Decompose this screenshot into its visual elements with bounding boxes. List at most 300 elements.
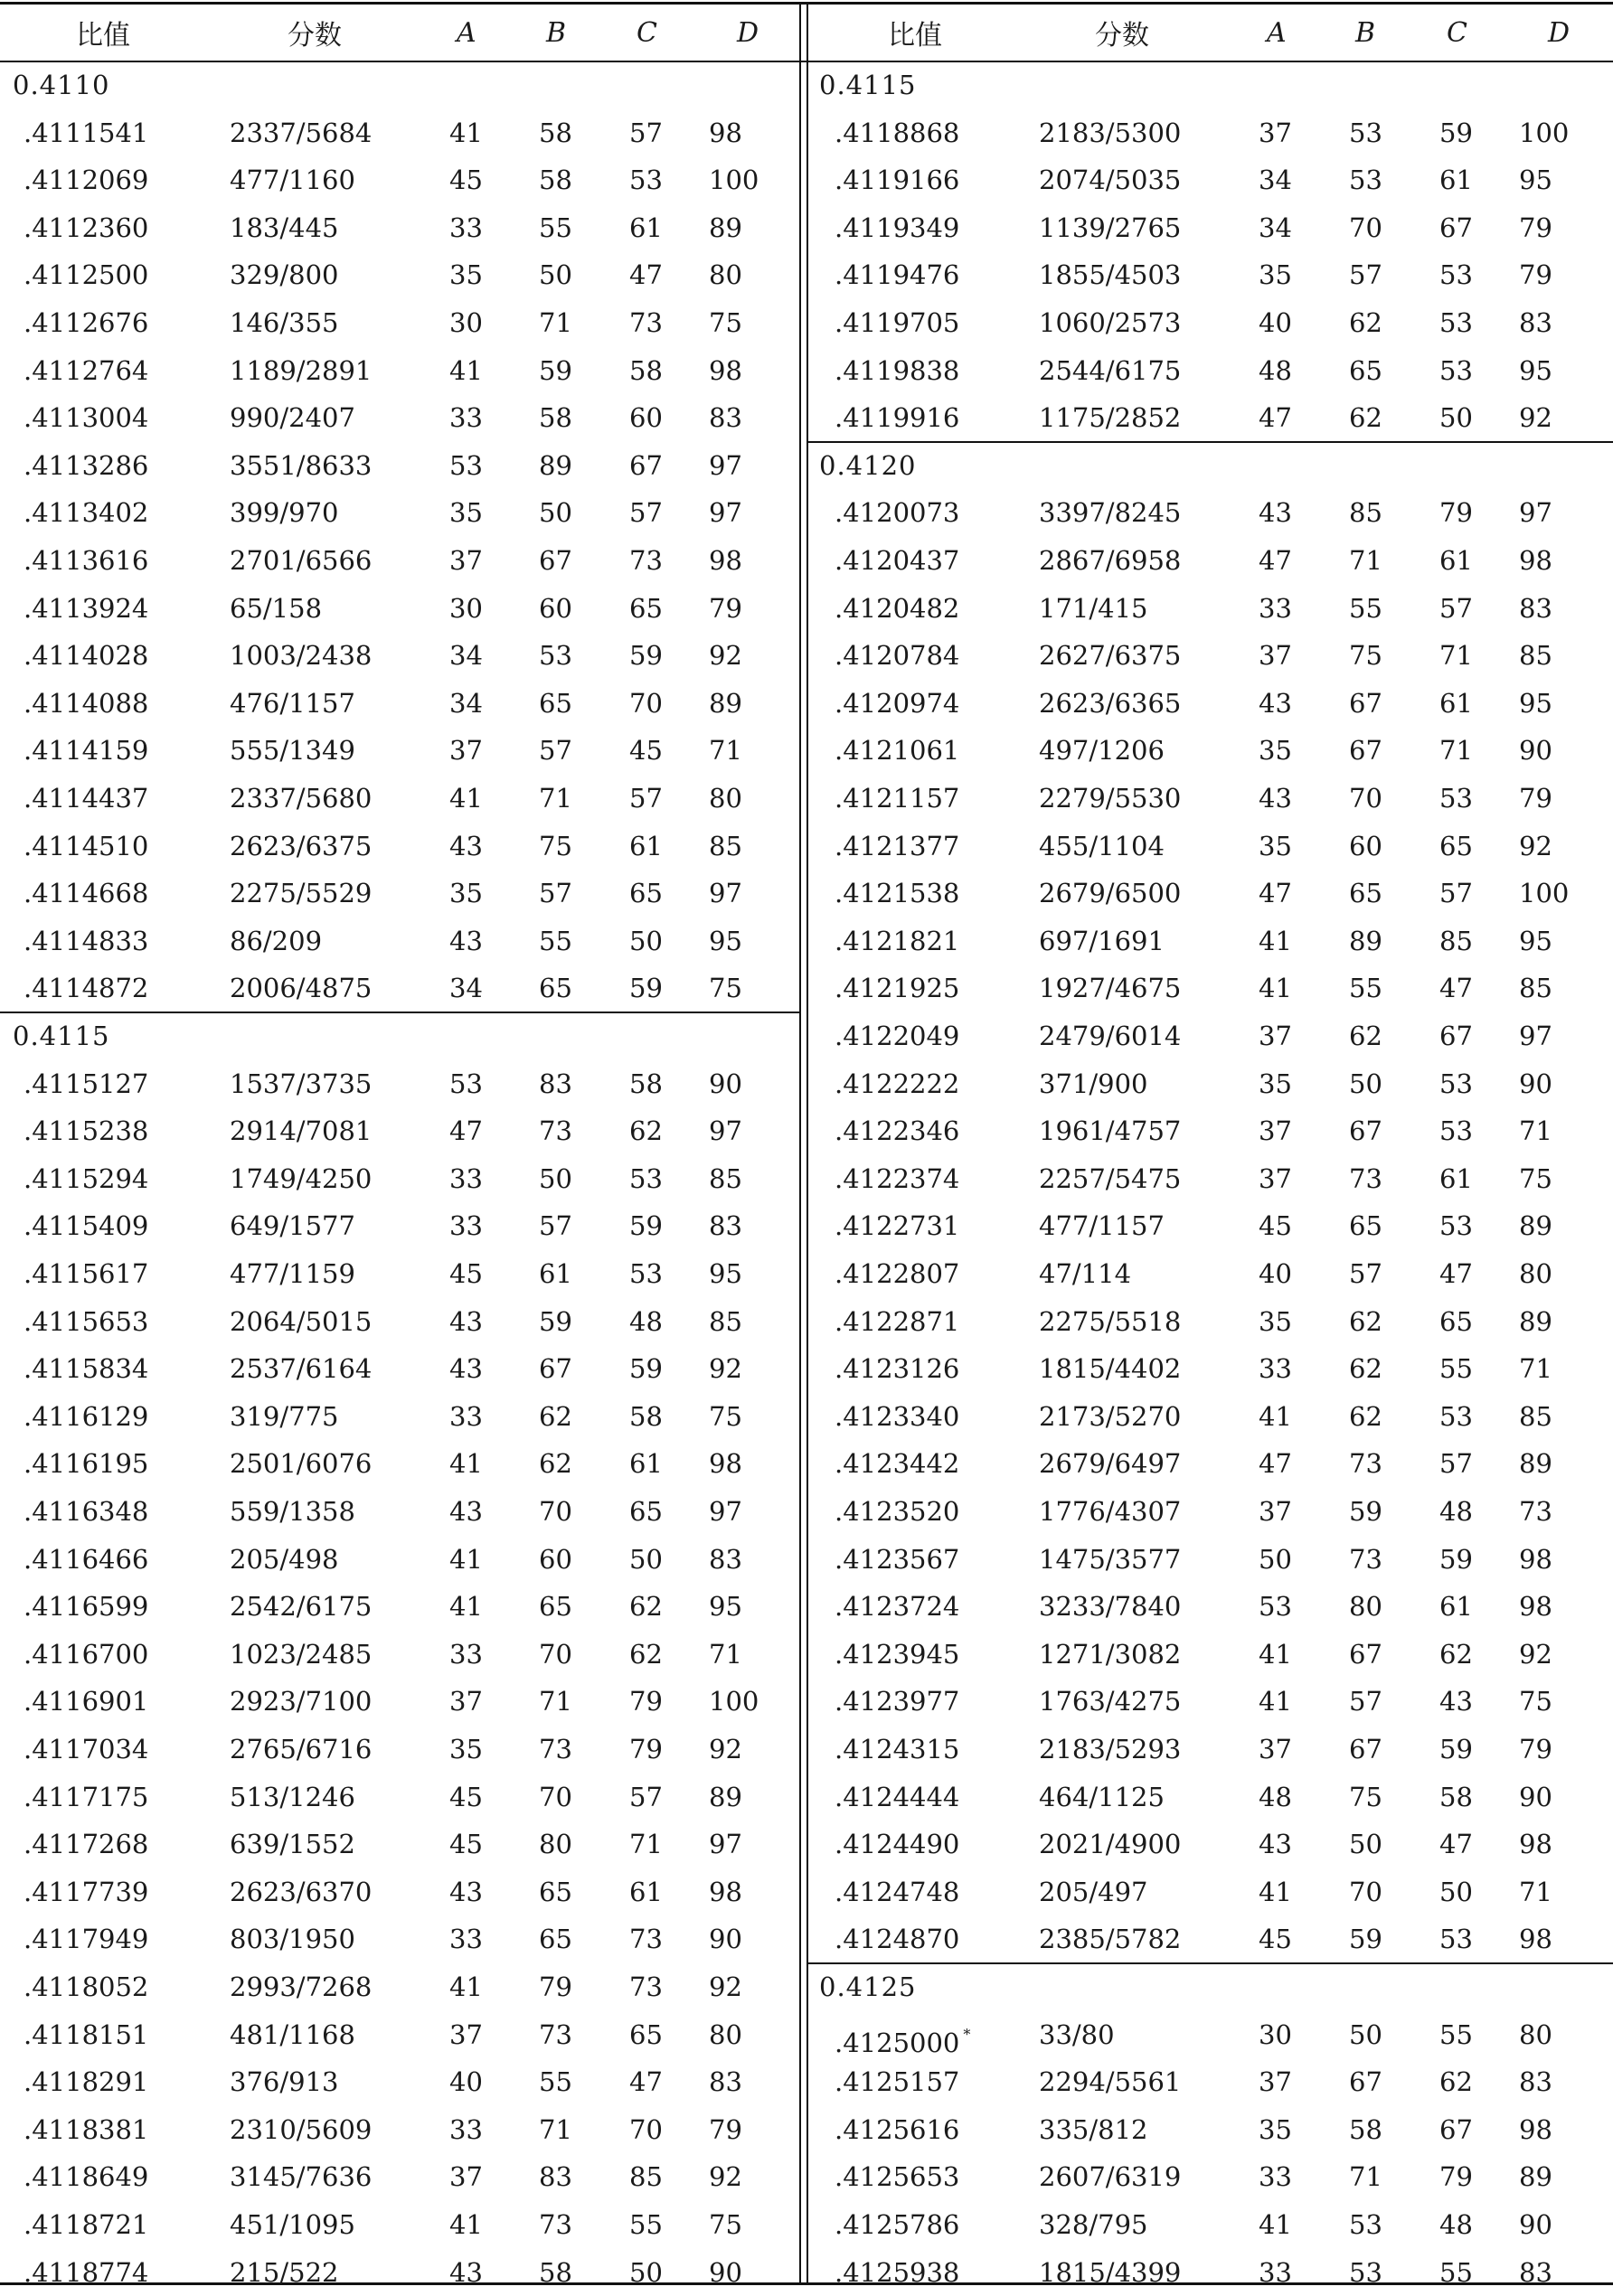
- ratio-cell: .4115294: [24, 1162, 149, 1194]
- fraction-cell: 477/1157: [1039, 1210, 1165, 1242]
- fraction-cell: 2310/5609: [230, 2113, 373, 2145]
- table-row: [0, 585, 799, 632]
- table-row: [806, 251, 1613, 298]
- ratio-cell: .4115617: [24, 1258, 149, 1289]
- a-cell: 53: [1259, 1591, 1292, 1623]
- a-cell: 45: [449, 1829, 483, 1860]
- d-cell: 92: [1519, 830, 1552, 861]
- d-cell: 80: [709, 259, 742, 291]
- d-cell: 97: [709, 1829, 742, 1860]
- header-ratio: 比值: [76, 20, 130, 52]
- c-cell: 53: [629, 1162, 663, 1194]
- d-cell: 85: [709, 830, 742, 861]
- d-cell: 95: [1519, 165, 1552, 196]
- a-cell: 41: [1259, 925, 1292, 956]
- fraction-cell: 2337/5684: [230, 117, 373, 148]
- a-cell: 40: [1259, 1258, 1292, 1289]
- c-cell: 61: [629, 1876, 663, 1907]
- header-fraction: 分数: [1095, 20, 1149, 52]
- ratio-cell: .4118291: [24, 2066, 149, 2098]
- table-row: [806, 1536, 1613, 1583]
- c-cell: 59: [629, 973, 663, 1004]
- fraction-cell: 47/114: [1039, 1258, 1132, 1289]
- c-cell: 65: [1439, 1305, 1473, 1337]
- b-cell: 73: [1349, 1448, 1382, 1480]
- b-cell: 65: [539, 687, 572, 719]
- c-cell: 79: [629, 1734, 663, 1764]
- header-fraction: 分数: [288, 20, 342, 52]
- fraction-cell: 2627/6375: [1039, 640, 1182, 672]
- d-cell: 75: [1519, 1162, 1552, 1194]
- a-cell: 37: [449, 1686, 483, 1717]
- a-cell: 37: [1259, 1496, 1292, 1527]
- d-cell: 80: [709, 2018, 742, 2050]
- c-cell: 45: [629, 735, 663, 767]
- b-cell: 71: [539, 783, 572, 814]
- c-cell: 71: [1439, 640, 1473, 672]
- d-cell: 95: [1519, 687, 1552, 719]
- ratio-cell: .4112764: [24, 354, 149, 386]
- ratio-cell: .4124444: [835, 1781, 960, 1812]
- c-cell: 47: [1439, 973, 1473, 1004]
- ratio-cell: .4119838: [835, 354, 960, 386]
- a-cell: 37: [1259, 1021, 1292, 1051]
- b-cell: 65: [539, 1876, 572, 1907]
- d-cell: 89: [1519, 1305, 1552, 1337]
- d-cell: 97: [709, 497, 742, 529]
- fraction-cell: 1060/2573: [1039, 307, 1182, 338]
- c-cell: 61: [1439, 1591, 1473, 1623]
- b-cell: 50: [539, 497, 572, 529]
- a-cell: 47: [1259, 402, 1292, 434]
- table-row: [0, 1202, 799, 1249]
- a-cell: 43: [449, 830, 483, 861]
- fraction-cell: 2623/6365: [1039, 687, 1182, 719]
- b-cell: 53: [1349, 2209, 1382, 2240]
- table-row: [806, 775, 1613, 822]
- ratio-cell: .4124748: [835, 1876, 960, 1907]
- fraction-cell: 1271/3082: [1039, 1638, 1182, 1670]
- table-row: [0, 1155, 799, 1202]
- a-cell: 35: [449, 878, 483, 909]
- ratio-cell: .4112069: [24, 165, 149, 196]
- a-cell: 45: [449, 165, 483, 196]
- a-cell: 33: [449, 212, 483, 243]
- ratio-cell: .4122871: [835, 1305, 960, 1337]
- fraction-cell: 481/1168: [230, 2018, 355, 2050]
- d-cell: 95: [709, 1258, 742, 1289]
- table-row: [0, 1774, 799, 1821]
- fraction-cell: 2479/6014: [1039, 1021, 1182, 1051]
- a-cell: 37: [1259, 640, 1292, 672]
- b-cell: 65: [1349, 878, 1382, 909]
- fraction-cell: 2074/5035: [1039, 165, 1182, 196]
- ratio-cell: .4125000 *: [835, 2025, 971, 2058]
- b-cell: 58: [539, 402, 572, 434]
- table-row: [806, 1678, 1613, 1725]
- b-cell: 75: [539, 830, 572, 861]
- table-row: [806, 1821, 1613, 1868]
- fraction-cell: 2914/7081: [230, 1115, 373, 1147]
- ratio-cell: .4118052: [24, 1971, 149, 2002]
- ratio-cell: .4120482: [835, 592, 960, 624]
- d-cell: 80: [1519, 2018, 1552, 2050]
- group-header-row: [0, 61, 799, 108]
- fraction-cell: 2679/6500: [1039, 878, 1182, 909]
- a-cell: 35: [1259, 259, 1292, 291]
- c-cell: 53: [1439, 259, 1473, 291]
- d-cell: 100: [709, 1686, 759, 1717]
- a-cell: 37: [449, 735, 483, 767]
- a-cell: 43: [449, 925, 483, 956]
- fraction-cell: 1475/3577: [1039, 1543, 1182, 1575]
- a-cell: 53: [449, 449, 483, 481]
- ratio-cell: .4112360: [24, 212, 149, 243]
- b-cell: 55: [539, 2066, 572, 2098]
- ratio-cell: .4115409: [24, 1210, 149, 1242]
- c-cell: 47: [1439, 1829, 1473, 1860]
- b-cell: 55: [539, 212, 572, 243]
- table-row: [806, 1393, 1613, 1440]
- a-cell: 37: [449, 2161, 483, 2193]
- a-cell: 41: [449, 1543, 483, 1575]
- b-cell: 71: [539, 307, 572, 338]
- b-cell: 89: [539, 449, 572, 481]
- ratio-cell: .4119476: [835, 259, 960, 291]
- d-cell: 71: [709, 735, 742, 767]
- fraction-cell: 1763/4275: [1039, 1686, 1182, 1717]
- d-cell: 95: [709, 925, 742, 956]
- table-row: [0, 1631, 799, 1678]
- c-cell: 53: [1439, 307, 1473, 338]
- ratio-cell: .4122049: [835, 1021, 960, 1051]
- fraction-cell: 2623/6375: [230, 830, 373, 861]
- a-cell: 41: [449, 117, 483, 148]
- fraction-cell: 1961/4757: [1039, 1115, 1182, 1147]
- group-label: 0.4120: [819, 449, 917, 481]
- fraction-cell: 146/355: [230, 307, 339, 338]
- b-cell: 61: [539, 1258, 572, 1289]
- ratio-cell: .4116466: [24, 1543, 149, 1575]
- fraction-cell: 3145/7636: [230, 2161, 373, 2193]
- fraction-cell: 335/812: [1039, 2113, 1148, 2145]
- a-cell: 35: [1259, 735, 1292, 767]
- d-cell: 98: [709, 545, 742, 576]
- fraction-cell: 2183/5293: [1039, 1734, 1182, 1764]
- d-cell: 98: [709, 1876, 742, 1907]
- fraction-cell: 2006/4875: [230, 973, 373, 1004]
- group-header-row: [0, 1012, 799, 1059]
- d-cell: 97: [709, 1496, 742, 1527]
- ratio-cell: .4116700: [24, 1638, 149, 1670]
- a-cell: 41: [449, 1971, 483, 2002]
- fraction-cell: 1139/2765: [1039, 212, 1182, 243]
- d-cell: 83: [709, 1543, 742, 1575]
- ratio-cell: .4114028: [24, 640, 149, 672]
- fraction-cell: 990/2407: [230, 402, 355, 434]
- fraction-cell: 171/415: [1039, 592, 1148, 624]
- fraction-cell: 464/1125: [1039, 1781, 1165, 1812]
- c-cell: 53: [1439, 1400, 1473, 1432]
- ratio-cell: .4118868: [835, 117, 960, 148]
- b-cell: 50: [1349, 1068, 1382, 1099]
- fraction-cell: 3233/7840: [1039, 1591, 1182, 1623]
- fraction-cell: 2701/6566: [230, 545, 373, 576]
- b-cell: 53: [539, 640, 572, 672]
- fraction-cell: 559/1358: [230, 1496, 355, 1527]
- table-row: [0, 2106, 799, 2153]
- ratio-cell: .4113286: [24, 449, 149, 481]
- c-cell: 67: [1439, 2113, 1473, 2145]
- table-row: [0, 775, 799, 822]
- table-row: [806, 1155, 1613, 1202]
- ratio-cell: .4112500: [24, 259, 149, 291]
- table-row: [806, 917, 1613, 965]
- ratio-cell: .4120784: [835, 640, 960, 672]
- d-cell: 79: [709, 592, 742, 624]
- ratio-cell: .4116348: [24, 1496, 149, 1527]
- ratio-cell: .4123442: [835, 1448, 960, 1480]
- a-cell: 43: [1259, 497, 1292, 529]
- c-cell: 65: [629, 1496, 663, 1527]
- b-cell: 71: [539, 2113, 572, 2145]
- fraction-cell: 2021/4900: [1039, 1829, 1182, 1860]
- ratio-cell: .4120974: [835, 687, 960, 719]
- ratio-cell: .4124315: [835, 1734, 960, 1764]
- footnote-star: *: [963, 2025, 971, 2043]
- d-cell: 83: [709, 402, 742, 434]
- a-cell: 43: [449, 2256, 483, 2288]
- b-cell: 53: [1349, 117, 1382, 148]
- c-cell: 62: [1439, 1638, 1473, 1670]
- b-cell: 67: [1349, 2066, 1382, 2098]
- d-cell: 83: [709, 2066, 742, 2098]
- ratio-cell: .4119916: [835, 402, 960, 434]
- b-cell: 65: [1349, 1210, 1382, 1242]
- b-cell: 62: [539, 1448, 572, 1480]
- ratio-cell: .4123520: [835, 1496, 960, 1527]
- d-cell: 90: [709, 1068, 742, 1099]
- b-cell: 67: [1349, 735, 1382, 767]
- d-cell: 85: [1519, 640, 1552, 672]
- c-cell: 61: [1439, 545, 1473, 576]
- c-cell: 65: [629, 2018, 663, 2050]
- a-cell: 53: [449, 1068, 483, 1099]
- c-cell: 79: [629, 1686, 663, 1717]
- group-header-row: [806, 442, 1613, 489]
- ratio-cell: .4114437: [24, 783, 149, 814]
- c-cell: 59: [1439, 117, 1473, 148]
- ratio-cell: .4123724: [835, 1591, 960, 1623]
- ratio-cell: .4112676: [24, 307, 149, 338]
- d-cell: 98: [709, 117, 742, 148]
- table-row: [806, 2106, 1613, 2153]
- c-cell: 73: [629, 1924, 663, 1955]
- c-cell: 57: [1439, 592, 1473, 624]
- b-cell: 57: [539, 1210, 572, 1242]
- c-cell: 55: [1439, 1353, 1473, 1385]
- table-row: [806, 632, 1613, 679]
- b-cell: 55: [539, 925, 572, 956]
- fraction-cell: 3551/8633: [230, 449, 373, 481]
- c-cell: 53: [1439, 1924, 1473, 1955]
- fraction-cell: 371/900: [1039, 1068, 1148, 1099]
- table-row: [806, 870, 1613, 917]
- b-cell: 70: [1349, 1876, 1382, 1907]
- table-row: [0, 1345, 799, 1392]
- c-cell: 43: [1439, 1686, 1473, 1717]
- ratio-cell: .4123977: [835, 1686, 960, 1717]
- d-cell: 89: [1519, 1448, 1552, 1480]
- a-cell: 33: [449, 1210, 483, 1242]
- b-cell: 70: [1349, 783, 1382, 814]
- c-cell: 73: [629, 307, 663, 338]
- c-cell: 50: [629, 925, 663, 956]
- a-cell: 37: [1259, 2066, 1292, 2098]
- a-cell: 33: [1259, 592, 1292, 624]
- table-row: [0, 537, 799, 584]
- a-cell: 47: [1259, 878, 1292, 909]
- d-cell: 100: [1519, 117, 1570, 148]
- a-cell: 43: [449, 1876, 483, 1907]
- b-cell: 73: [1349, 1162, 1382, 1194]
- a-cell: 33: [1259, 1353, 1292, 1385]
- ratio-cell: .4117739: [24, 1876, 149, 1907]
- table-row: [806, 156, 1613, 203]
- a-cell: 43: [1259, 687, 1292, 719]
- d-cell: 89: [709, 1781, 742, 1812]
- a-cell: 35: [449, 259, 483, 291]
- c-cell: 48: [1439, 1496, 1473, 1527]
- d-cell: 83: [1519, 307, 1552, 338]
- fraction-cell: 2537/6164: [230, 1353, 373, 1385]
- table-row: [806, 394, 1613, 441]
- b-cell: 65: [539, 1924, 572, 1955]
- ratio-cell: .4120437: [835, 545, 960, 576]
- fraction-cell: 329/800: [230, 259, 339, 291]
- a-cell: 37: [1259, 1115, 1292, 1147]
- c-cell: 79: [1439, 497, 1473, 529]
- d-cell: 89: [1519, 2161, 1552, 2193]
- b-cell: 55: [1349, 973, 1382, 1004]
- d-cell: 79: [1519, 259, 1552, 291]
- fraction-cell: 1927/4675: [1039, 973, 1182, 1004]
- table-row: [0, 1868, 799, 1915]
- c-cell: 67: [629, 449, 663, 481]
- table-row: [806, 2249, 1613, 2296]
- a-cell: 40: [1259, 307, 1292, 338]
- a-cell: 33: [449, 1400, 483, 1432]
- fraction-cell: 328/795: [1039, 2209, 1148, 2240]
- ratio-cell: .4125938: [835, 2256, 960, 2288]
- d-cell: 92: [709, 2161, 742, 2193]
- table-row: [806, 1583, 1613, 1630]
- c-cell: 53: [1439, 1210, 1473, 1242]
- d-cell: 92: [709, 1353, 742, 1385]
- b-cell: 73: [1349, 1543, 1382, 1575]
- table-row: [0, 109, 799, 156]
- ratio-cell: .4119349: [835, 212, 960, 243]
- a-cell: 33: [1259, 2161, 1292, 2193]
- b-cell: 62: [1349, 1305, 1382, 1337]
- b-cell: 67: [1349, 1115, 1382, 1147]
- a-cell: 41: [1259, 1686, 1292, 1717]
- group-header-row: [806, 61, 1613, 108]
- b-cell: 65: [1349, 354, 1382, 386]
- c-cell: 58: [629, 1068, 663, 1099]
- header-c: C: [637, 16, 657, 49]
- ratio-cell: .4114088: [24, 687, 149, 719]
- a-cell: 30: [449, 307, 483, 338]
- d-cell: 97: [709, 1115, 742, 1147]
- d-cell: 85: [1519, 973, 1552, 1004]
- d-cell: 95: [1519, 354, 1552, 386]
- a-cell: 45: [449, 1258, 483, 1289]
- ratio-cell: .4118151: [24, 2018, 149, 2050]
- c-cell: 47: [1439, 1258, 1473, 1289]
- table-row: [0, 1488, 799, 1535]
- d-cell: 90: [709, 2256, 742, 2288]
- b-cell: 80: [539, 1829, 572, 1860]
- fraction-cell: 376/913: [230, 2066, 339, 2098]
- a-cell: 33: [449, 2113, 483, 2145]
- table-row: [0, 442, 799, 489]
- c-cell: 57: [629, 783, 663, 814]
- b-cell: 57: [1349, 1686, 1382, 1717]
- b-cell: 57: [539, 735, 572, 767]
- d-cell: 97: [709, 449, 742, 481]
- b-cell: 73: [539, 2018, 572, 2050]
- fraction-cell: 65/158: [230, 592, 323, 624]
- b-cell: 73: [539, 1115, 572, 1147]
- b-cell: 62: [1349, 402, 1382, 434]
- ratio-cell: .4111541: [24, 117, 149, 148]
- fraction-cell: 1189/2891: [230, 354, 373, 386]
- a-cell: 48: [1259, 1781, 1292, 1812]
- a-cell: 34: [1259, 165, 1292, 196]
- a-cell: 47: [1259, 545, 1292, 576]
- ratio-cell: .4117175: [24, 1781, 149, 1812]
- fraction-cell: 2993/7268: [230, 1971, 373, 2002]
- b-cell: 89: [1349, 925, 1382, 956]
- b-cell: 70: [1349, 212, 1382, 243]
- c-cell: 53: [1439, 1115, 1473, 1147]
- table-row: [0, 1915, 799, 1962]
- d-cell: 90: [709, 1924, 742, 1955]
- b-cell: 71: [1349, 545, 1382, 576]
- c-cell: 61: [629, 830, 663, 861]
- c-cell: 59: [1439, 1543, 1473, 1575]
- b-cell: 58: [1349, 2113, 1382, 2145]
- c-cell: 79: [1439, 2161, 1473, 2193]
- fraction-cell: 555/1349: [230, 735, 355, 767]
- d-cell: 80: [1519, 1258, 1552, 1289]
- fraction-cell: 639/1552: [230, 1829, 355, 1860]
- ratio-cell: .4117268: [24, 1829, 149, 1860]
- table-row: [806, 965, 1613, 1012]
- ratio-cell: .4114668: [24, 878, 149, 909]
- c-cell: 50: [629, 1543, 663, 1575]
- b-cell: 58: [539, 165, 572, 196]
- d-cell: 92: [709, 1971, 742, 2002]
- b-cell: 59: [1349, 1496, 1382, 1527]
- a-cell: 47: [449, 1115, 483, 1147]
- fraction-cell: 1815/4402: [1039, 1353, 1182, 1385]
- table-row: [0, 2058, 799, 2105]
- d-cell: 92: [709, 640, 742, 672]
- b-cell: 62: [539, 1400, 572, 1432]
- c-cell: 62: [629, 1115, 663, 1147]
